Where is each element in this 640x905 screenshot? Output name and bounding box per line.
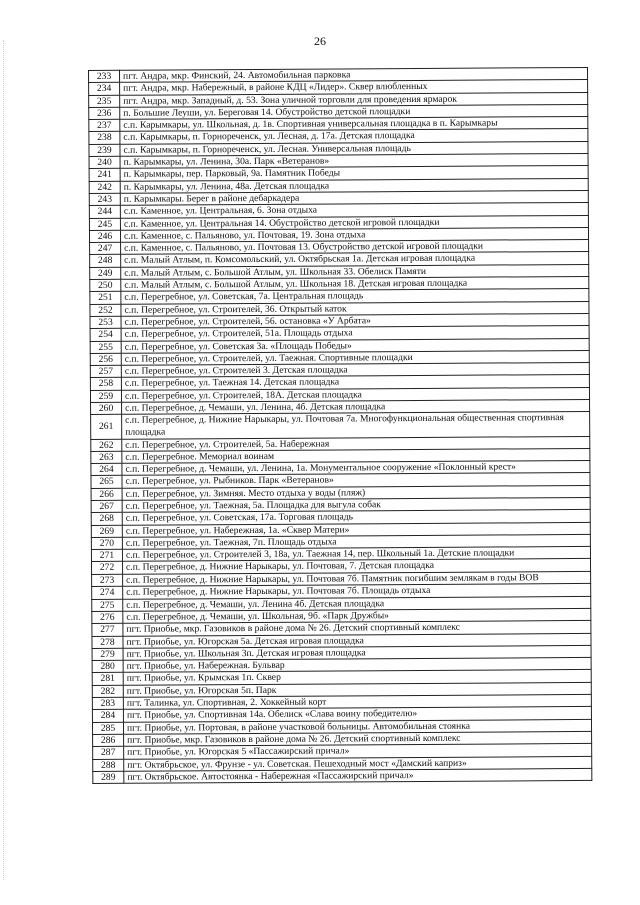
row-number: 251 <box>90 292 121 304</box>
row-description: с.п. Перегребное, ул. Набережная, 1а. «Сквер Матери» <box>122 522 590 537</box>
row-description: с.п. Перегребное, д. Нижние Нарыкары, ул. Почтовая 7б. Памятник погибшим землякам в годы ВОВ <box>123 571 591 586</box>
row-number: 241 <box>89 169 120 181</box>
row-number: 264 <box>91 463 122 475</box>
row-description: с.п. Малый Атлым, с. Большой Атлым, ул. Школьная 33. Обелиск Памяти <box>121 264 589 279</box>
row-description: с.п. Карымкары, ул. Школьная, д. 1в. Спортивная универсальная площадка в п. Карымкары <box>120 117 588 132</box>
row-description: с.п. Перегребное, ул. Рыбников. Парк «Ветеранов» <box>122 473 590 488</box>
row-description: пгт. Приобье, ул. Крымская 1п. Сквер <box>123 670 591 685</box>
row-number: 279 <box>92 648 123 660</box>
row-description: с.п. Перегребное, ул. Строителей, 56. остановка «У Арбата» <box>121 313 589 328</box>
row-number: 245 <box>89 218 120 230</box>
row-number: 253 <box>90 316 121 328</box>
row-description: п. Карымкары. Берег в районе дебаркадера <box>120 190 588 205</box>
row-number: 240 <box>89 156 120 168</box>
row-description: с.п. Перегребное, ул. Советская, 17а. Торговая площадь <box>122 510 590 525</box>
row-number: 281 <box>92 673 123 685</box>
row-number: 268 <box>91 513 122 525</box>
row-description: с.п. Перегребное, ул. Зимняя. Место отдыха у воды (пляж) <box>122 485 590 500</box>
row-number: 260 <box>91 402 122 414</box>
row-description: пгт. Приобье, ул. Набережная. Бульвар <box>123 658 591 673</box>
scan-edge-artifact <box>3 40 5 880</box>
row-number: 237 <box>89 119 120 131</box>
row-description: пгт. Приобье, мкр. Газовиков в районе дома № 26. Детский спортивный комплекс <box>123 621 591 636</box>
row-description: п. Большие Леуши, ул. Береговая 14. Обустройство детской площадки <box>120 104 588 119</box>
row-number: 249 <box>90 267 121 279</box>
row-number: 259 <box>90 390 121 402</box>
row-description: с.п. Малый Атлым, п. Комсомольский, ул. Октябрьская 1а. Детская игровая площадка <box>121 252 589 267</box>
row-description: с.п. Перегребное, д. Нижние Нарыкары, ул. Почтовая 7б. Площадь отдыха <box>123 584 591 599</box>
row-number: 269 <box>91 525 122 537</box>
row-number: 238 <box>89 132 120 144</box>
row-description: с.п. Перегребное, ул. Строителей, 5а. Набережная <box>122 436 590 451</box>
table-row <box>91 412 590 439</box>
row-number: 280 <box>92 660 123 672</box>
row-number: 262 <box>91 439 122 451</box>
row-description: пгт. Приобье, ул. Югорская 5 «Пассажирский причал» <box>124 744 592 759</box>
row-number: 246 <box>89 230 120 242</box>
row-number: 235 <box>89 95 120 107</box>
locations-table <box>88 67 592 784</box>
row-number: 250 <box>90 279 121 291</box>
row-description: с.п. Перегребное, ул. Советская, 7а. Центральная площадь <box>121 289 589 304</box>
row-description: пгт. Андра, мкр. Набережный, в районе КДЦ «Лидер». Сквер влюбленных <box>120 80 588 95</box>
row-number: 255 <box>90 341 121 353</box>
row-number: 267 <box>91 500 122 512</box>
row-number: 256 <box>90 353 121 365</box>
row-description: с.п. Перегребное, д. Нижние Нарыкары, ул. Почтовая 7а. Многофункциональная общественная спортивная площадка <box>122 412 590 439</box>
row-description: с.п. Перегребное. Мемориал воинам <box>122 448 590 463</box>
row-number: 271 <box>91 549 122 561</box>
table-body <box>89 67 592 783</box>
row-description: с.п. Перегребное, ул. Таежная 14. Детская площадка <box>121 375 589 390</box>
row-description: пгт. Приобье, ул. Спортивная 14а. Обелиск «Слава воину победителю» <box>123 707 591 722</box>
row-description: с.п. Малый Атлым, с. Большой Атлым, ул. Школьная 18. Детская игровая площадка <box>121 276 589 291</box>
row-number: 289 <box>93 771 124 783</box>
row-description: пгт. Приобье, ул. Портовая, в районе участковой больницы. Автомобильная стоянка <box>123 719 591 734</box>
row-number: 284 <box>92 710 123 722</box>
row-number: 243 <box>89 193 120 205</box>
row-number: 270 <box>91 537 122 549</box>
row-description: пгт. Андра, мкр. Западный, д. 53. Зона уличной торговли для проведения ярмарок <box>120 92 588 107</box>
row-number: 254 <box>90 329 121 341</box>
row-description: с.п. Перегребное, ул. Строителей 3, 18а, ул. Таежная 14, пер. Школьный 1а. Детские площадки <box>122 547 590 562</box>
row-description: с.п. Перегребное, д. Чемаши, ул. Ленина 4б. Детская площадка <box>123 596 591 611</box>
row-number: 272 <box>92 562 123 574</box>
row-description: с.п. Перегребное, ул. Строителей, 18А. Детская площадка <box>121 387 589 402</box>
row-number: 266 <box>91 488 122 500</box>
row-number: 252 <box>90 304 121 316</box>
row-number: 282 <box>92 685 123 697</box>
page-number: 26 <box>314 34 326 48</box>
row-description: с.п. Перегребное, ул. Таежная, 5а. Площадка для выгула собак <box>122 497 590 512</box>
row-description: с.п. Перегребное, ул. Строителей 3. Детская площадка <box>121 363 589 378</box>
row-number: 287 <box>93 747 124 759</box>
row-number: 286 <box>93 734 124 746</box>
row-description: п. Карымкары, пер. Парковый, 9а. Памятник Победы <box>120 166 588 181</box>
row-description: пгт. Андра, мкр. Финский, 24. Автомобильная парковка <box>120 67 588 82</box>
row-description: пгт. Октябрьское, ул. Фрунзе - ул. Советская. Пешеходный мост «Дамский каприз» <box>124 756 592 771</box>
row-description: пгт. Талинка, ул. Спортивная, 2. Хоккейный корт <box>123 694 591 709</box>
row-number: 233 <box>89 70 120 82</box>
row-description: с.п. Перегребное, ул. Таежная, 7п. Площадь отдыха <box>122 534 590 549</box>
row-number: 244 <box>89 206 120 218</box>
row-number: 239 <box>89 144 120 156</box>
row-description: с.п. Каменное, ул. Центральная, 6. Зона отдыха <box>120 203 588 218</box>
row-number: 236 <box>89 107 120 119</box>
row-description: пгт. Приобье, ул. Югорская 5а. Детская игровая площадка <box>123 633 591 648</box>
document-table-container <box>88 67 592 784</box>
row-description: с.п. Карымкары, п. Горнореченск, ул. Лесная, д. 17а. Детская площадка <box>120 129 588 144</box>
row-number: 248 <box>90 255 121 267</box>
row-description: с.п. Карымкары, п. Горнореченск, ул. Лесная. Универсальная площадь <box>120 141 588 156</box>
row-description: с.п. Перегребное, ул. Строителей, 51а. Площадь отдыха <box>121 326 589 341</box>
row-description: с.п. Перегребное, д. Чемаши, ул. Ленина, 4б. Детская площадка <box>122 399 590 414</box>
row-description: с.п. Перегребное, д. Нижние Нарыкары, ул. Почтовая, 7. Детская площадка <box>123 559 591 574</box>
row-description: с.п. Перегребное, д. Чемаши, ул. Ленина, 1а. Монументальное сооружение «Поклонный крест» <box>122 461 590 476</box>
row-number: 288 <box>93 759 124 771</box>
row-description: пгт. Приобье, ул. Югорская 5п. Парк <box>123 682 591 697</box>
row-number: 263 <box>91 451 122 463</box>
row-description: с.п. Каменное, ул. Центральная 14. Обустройство детской игровой площадки <box>120 215 588 230</box>
row-description: с.п. Каменное, с. Пальяново, ул. Почтовая, 19. Зона отдыха <box>120 227 588 242</box>
row-number: 275 <box>92 599 123 611</box>
row-description: пгт. Приобье, ул. Школьная 3п. Детская игровая площадка <box>123 645 591 660</box>
row-description: с.п. Перегребное, ул. Строителей, ул. Таежная. Спортивные площадки <box>121 350 589 365</box>
row-description: пгт. Приобье, мкр. Газовиков в районе дома № 26. Детский спортивный комплекс <box>124 731 592 746</box>
row-number: 234 <box>89 83 120 95</box>
row-number: 278 <box>92 636 123 648</box>
row-description: п. Карымкары, ул. Ленина, 30а. Парк «Ветеранов» <box>120 154 588 169</box>
row-description: с.п. Перегребное, ул. Советская 3а. «Площадь Победы» <box>121 338 589 353</box>
row-number: 258 <box>90 378 121 390</box>
row-description: с.п. Перегребное, д. Чемаши, ул. Школьная, 9б. «Парк Дружбы» <box>123 608 591 623</box>
row-number: 283 <box>92 697 123 709</box>
table-row <box>93 768 592 783</box>
row-number: 285 <box>92 722 123 734</box>
row-number: 274 <box>92 587 123 599</box>
row-number: 261 <box>91 415 122 439</box>
row-number: 242 <box>89 181 120 193</box>
row-description: с.п. Перегребное, ул. Строителей, 36. Открытый каток <box>121 301 589 316</box>
row-number: 273 <box>92 574 123 587</box>
row-number: 276 <box>92 611 123 623</box>
row-number: 247 <box>90 242 121 254</box>
row-number: 257 <box>90 365 121 377</box>
row-description: с.п. Каменное, с. Пальяново, ул. Почтовая 13. Обустройство детской игровой площадки <box>121 240 589 255</box>
row-number: 277 <box>92 624 123 636</box>
row-description: п. Карымкары, ул. Ленина, 48а. Детская площадка <box>120 178 588 193</box>
row-description: пгт. Октябрьское. Автостоянка - Набережная «Пассажирский причал» <box>124 768 592 783</box>
row-number: 265 <box>91 476 122 488</box>
